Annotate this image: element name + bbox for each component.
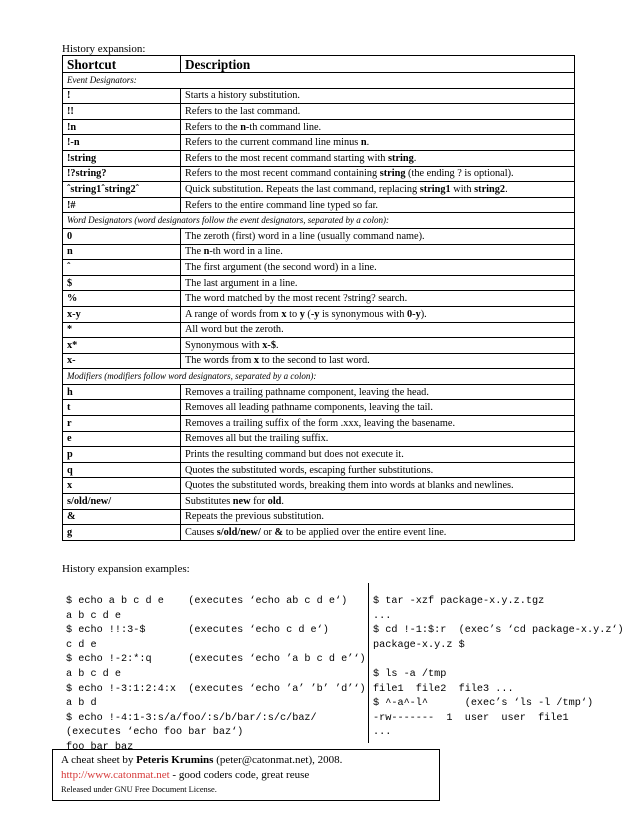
description-term: n xyxy=(240,121,246,133)
table-body xyxy=(63,73,575,541)
code-line: c d e xyxy=(66,639,97,651)
table-row xyxy=(63,182,575,198)
shortcut-cell: % xyxy=(63,291,181,307)
description-text: Refers to the most recent command containing xyxy=(185,168,380,180)
history-expansion-table xyxy=(62,55,575,541)
shortcut-cell: s/old/new/ xyxy=(63,494,181,510)
table-row xyxy=(63,322,575,338)
shortcut-cell: x* xyxy=(63,338,181,354)
description-cell xyxy=(181,416,575,432)
shortcut-cell: !string xyxy=(63,150,181,166)
description-cell xyxy=(181,104,575,120)
table-row xyxy=(63,431,575,447)
description-text: Removes all leading pathname components, leaving the tail. xyxy=(185,402,433,414)
description-cell xyxy=(181,525,575,541)
description-term: x-$ xyxy=(262,339,276,351)
description-cell xyxy=(181,150,575,166)
description-cell xyxy=(181,228,575,244)
code-line: $ echo a b c d e (executes ‘echo ab c d e‘) xyxy=(66,596,348,607)
section-heading: Word Designators (word designators follow the event designators, separated by a colon): xyxy=(63,213,575,229)
shortcut-cell: x-y xyxy=(63,306,181,322)
description-text: Removes a trailing suffix of the form .xxx, leaving the basename. xyxy=(185,417,456,429)
shortcut-cell: x- xyxy=(63,353,181,369)
description-cell xyxy=(181,119,575,135)
shortcut-cell: q xyxy=(63,462,181,478)
shortcut-cell: !# xyxy=(63,197,181,213)
description-text: Causes xyxy=(185,527,217,539)
table-row xyxy=(63,88,575,104)
table-row xyxy=(63,104,575,120)
description-term: n xyxy=(203,246,210,258)
examples-right-code xyxy=(373,595,624,741)
description-text: -th command line. xyxy=(245,121,322,133)
description-cell xyxy=(181,338,575,354)
description-text: (the ending ? is optional). xyxy=(405,168,514,180)
description-cell xyxy=(181,88,575,104)
description-term: string xyxy=(379,168,406,180)
description-cell xyxy=(181,244,575,260)
description-text: . xyxy=(413,152,417,164)
table-row xyxy=(63,400,575,416)
code-line: a b d xyxy=(66,698,97,710)
description-text: Refers to the current command line minus xyxy=(185,137,361,149)
shortcut-cell: $ xyxy=(63,275,181,291)
description-text: Quick substitution. Repeats the last command, replacing xyxy=(185,183,420,195)
description-text: to be applied over the entire event line. xyxy=(283,527,447,539)
table-row xyxy=(63,119,575,135)
code-line: -rw------- 1 user user file1 xyxy=(373,712,569,724)
shortcut-cell: ˆstring1ˆstring2ˆ xyxy=(63,182,181,198)
code-line: file1 file2 file3 ... xyxy=(373,683,514,695)
description-cell xyxy=(181,494,575,510)
table-row xyxy=(63,275,575,291)
description-cell xyxy=(181,322,575,338)
description-text: to the second to last word. xyxy=(259,355,370,367)
table-row xyxy=(63,244,575,260)
shortcut-cell: !! xyxy=(63,104,181,120)
shortcut-cell: e xyxy=(63,431,181,447)
footer-link[interactable]: http://www.catonmat.net xyxy=(61,769,170,781)
table-row xyxy=(63,150,575,166)
description-cell xyxy=(181,166,575,182)
description-cell xyxy=(181,197,575,213)
header-shortcut: Shortcut xyxy=(63,56,181,73)
description-text: The words from xyxy=(185,355,254,367)
table-row xyxy=(63,353,575,369)
description-text: Prints the resulting command but does not execute it. xyxy=(185,449,404,461)
description-text: Removes all but the trailing suffix. xyxy=(185,433,329,445)
description-cell xyxy=(181,478,575,494)
description-cell xyxy=(181,384,575,400)
description-text: to xyxy=(286,308,300,320)
code-line: $ echo !!:3-$ (executes ‘echo c d e‘) xyxy=(66,625,329,637)
description-text: Starts a history substitution. xyxy=(185,90,300,102)
code-line: a b c d e xyxy=(66,668,122,680)
description-cell xyxy=(181,462,575,478)
description-text: All word but the zeroth. xyxy=(185,324,284,336)
footer-email-year: (peter@catonmat.net), 2008. xyxy=(213,754,343,766)
shortcut-cell: n xyxy=(63,244,181,260)
description-term: new xyxy=(232,495,251,507)
code-line: $ echo !-2:*:q (executes ‘echo ’a b c d e’‘) xyxy=(66,654,366,666)
code-line: $ ls -a /tmp xyxy=(373,668,447,680)
code-line xyxy=(373,653,624,668)
description-text: Substitutes xyxy=(185,495,233,507)
table-row xyxy=(63,228,575,244)
description-text: The first argument (the second word) in a line. xyxy=(185,261,377,273)
description-text: Refers to the last command. xyxy=(185,105,301,117)
table-row xyxy=(63,416,575,432)
description-text: Quotes the substituted words, breaking them into words at blanks and newlines. xyxy=(185,480,514,492)
table-row xyxy=(63,525,575,541)
examples-box xyxy=(62,583,624,753)
footer-prefix: A cheat sheet by xyxy=(61,754,137,766)
description-text: . xyxy=(275,339,279,351)
footer-license: Released under GNU Free Document License. xyxy=(61,785,217,794)
description-term: & xyxy=(274,527,284,539)
description-text: with xyxy=(450,183,475,195)
table-row xyxy=(63,494,575,510)
table-row xyxy=(63,197,575,213)
description-cell xyxy=(181,291,575,307)
section-heading: Event Designators: xyxy=(63,73,575,89)
description-cell xyxy=(181,353,575,369)
code-line: package-x.y.z $ xyxy=(373,639,465,651)
code-line: $ ^-a^-l^ (exec’s ‘ls -l /tmp‘) xyxy=(373,698,594,710)
code-line: (executes ‘echo foo bar baz‘) xyxy=(66,727,244,739)
description-text: -th word in a line. xyxy=(209,246,283,258)
description-term: -y xyxy=(310,308,320,320)
table-row xyxy=(63,384,575,400)
description-term: 0-y xyxy=(407,308,421,320)
description-text: ( xyxy=(304,308,311,320)
description-text: Removes a trailing pathname component, leaving the head. xyxy=(185,386,429,398)
description-text: for xyxy=(250,495,268,507)
code-line: foo bar baz xyxy=(66,741,134,753)
shortcut-cell: ! xyxy=(63,88,181,104)
description-term: x xyxy=(253,355,260,367)
description-term: n xyxy=(360,137,367,149)
section-heading: Modifiers (modifiers follow word designators, separated by a colon): xyxy=(63,369,575,385)
description-cell xyxy=(181,182,575,198)
description-cell xyxy=(181,275,575,291)
table-row xyxy=(63,462,575,478)
shortcut-cell: !n xyxy=(63,119,181,135)
shortcut-cell: !?string? xyxy=(63,166,181,182)
shortcut-cell: x xyxy=(63,478,181,494)
page-title: History expansion: xyxy=(62,43,146,55)
description-text: A range of words from xyxy=(185,308,282,320)
code-line: $ echo !-4:1-3:s/a/foo/:s/b/bar/:s/c/baz/ xyxy=(66,712,317,724)
shortcut-cell: * xyxy=(63,322,181,338)
description-text: is synonymous with xyxy=(319,308,407,320)
description-cell xyxy=(181,509,575,525)
code-line: $ tar -xzf package-x.y.z.tgz xyxy=(373,596,545,607)
footer-box xyxy=(52,749,440,801)
shortcut-cell: h xyxy=(63,384,181,400)
shortcut-cell: r xyxy=(63,416,181,432)
shortcut-cell: & xyxy=(63,509,181,525)
code-line: ... xyxy=(373,610,392,622)
description-cell xyxy=(181,135,575,151)
description-text: Quotes the substituted words, escaping further substitutions. xyxy=(185,464,434,476)
shortcut-cell: g xyxy=(63,525,181,541)
description-term: y xyxy=(299,308,305,320)
examples-title: History expansion examples: xyxy=(62,563,190,575)
header-description: Description xyxy=(181,56,575,73)
description-term: string2 xyxy=(474,183,506,195)
footer-author-line xyxy=(61,753,431,768)
table-row xyxy=(63,260,575,276)
table-row xyxy=(63,166,575,182)
table-row xyxy=(63,135,575,151)
code-line: $ cd !-1:$:r (exec’s ‘cd package-x.y.z‘) xyxy=(373,625,624,637)
table-row xyxy=(63,306,575,322)
description-cell xyxy=(181,431,575,447)
shortcut-cell: !-n xyxy=(63,135,181,151)
description-text: . xyxy=(281,495,284,507)
description-cell xyxy=(181,400,575,416)
description-cell xyxy=(181,447,575,463)
examples-divider xyxy=(368,583,369,743)
table-row xyxy=(63,338,575,354)
description-text: ). xyxy=(420,308,427,320)
description-text: The xyxy=(185,246,204,258)
description-text: Refers to the xyxy=(185,121,241,133)
table-row xyxy=(63,509,575,525)
description-term: string xyxy=(388,152,414,164)
table-row xyxy=(63,447,575,463)
footer-link-line xyxy=(61,768,431,783)
table-section-row xyxy=(63,213,575,229)
description-term: string1 xyxy=(419,183,451,195)
code-line: $ echo !-3:1:2:4:x (executes ‘echo ’a’ ’b’ ’d’‘) xyxy=(66,683,366,695)
code-line: ... xyxy=(373,727,392,739)
shortcut-cell: p xyxy=(63,447,181,463)
description-text: . xyxy=(366,137,370,149)
shortcut-cell: ˆ xyxy=(63,260,181,276)
description-text: Refers to the most recent command starting with xyxy=(185,152,389,164)
description-cell xyxy=(181,260,575,276)
footer-tagline: - good coders code, great reuse xyxy=(169,769,310,781)
shortcut-cell: t xyxy=(63,400,181,416)
description-text: . xyxy=(505,183,508,195)
table-section-row xyxy=(63,369,575,385)
description-term: old xyxy=(267,495,282,507)
table-section-row xyxy=(63,73,575,89)
description-text: or xyxy=(260,527,275,539)
code-line: a b c d e xyxy=(66,610,122,622)
description-text: The word matched by the most recent ?string? search. xyxy=(185,293,408,305)
description-term: s/old/new/ xyxy=(216,527,261,539)
table-header-row xyxy=(63,56,575,73)
footer-author: Peteris Krumins xyxy=(136,754,214,766)
table-row xyxy=(63,291,575,307)
description-text: The zeroth (first) word in a line (usually command name). xyxy=(185,230,425,242)
description-text: Synonymous with xyxy=(185,339,263,351)
table-row xyxy=(63,478,575,494)
description-term: x xyxy=(281,308,287,320)
description-cell xyxy=(181,306,575,322)
shortcut-cell: 0 xyxy=(63,228,181,244)
description-text: The last argument in a line. xyxy=(185,277,298,289)
examples-left-code xyxy=(66,595,366,756)
description-text: Repeats the previous substitution. xyxy=(185,511,324,523)
description-text: Refers to the entire command line typed so far. xyxy=(185,199,379,211)
